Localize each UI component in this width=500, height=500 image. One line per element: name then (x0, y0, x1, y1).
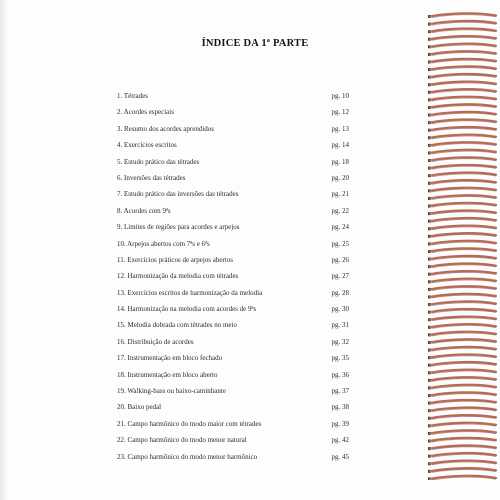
toc-entry-label: 2. Acordes especiais (117, 108, 174, 117)
toc-entry-label: 17. Instrumentação em bloco fechado (117, 354, 223, 363)
spiral-binding-icon (418, 10, 500, 480)
toc-entry-page: pg. 20 (331, 173, 349, 182)
toc-entry-label: 4. Exercícios escritos (117, 141, 177, 150)
toc-entry-label: 7. Estudo prático das inversões das tétrades (117, 190, 239, 199)
toc-entry (117, 106, 349, 122)
toc-entry-label: 15. Melodia dobrada com tétrades no meio (117, 321, 237, 330)
toc-entry-label: 12. Harmonização da melodia com tétrades (117, 272, 239, 281)
toc-entry-page: pg. 38 (331, 403, 349, 412)
toc-entry-label: 6. Inversões das tétrades (117, 173, 186, 182)
toc-entry-label: 1. Tétrades (117, 92, 148, 100)
toc-entry-page: pg. 25 (331, 239, 349, 248)
toc-entry (117, 172, 349, 188)
toc-entry (117, 434, 349, 450)
toc-entry (117, 139, 349, 155)
toc-entry (117, 221, 349, 237)
toc-entry (117, 369, 349, 385)
toc-entry-label: 14. Harmonização na melodia com acordes de 9ªs (117, 305, 257, 314)
toc-entry-label: 5. Estudo prático das tétrades (117, 157, 200, 166)
toc-entry-page: pg. 31 (331, 321, 349, 330)
toc-entry-label: 13. Exercícios escritos de harmonização da melodia (117, 288, 263, 297)
toc-entry (117, 385, 349, 401)
toc-entry (117, 205, 349, 221)
toc-entry (117, 156, 349, 172)
toc-entry-page: pg. 42 (331, 436, 349, 445)
toc-entry-page: pg. 14 (331, 141, 349, 150)
toc-entry (117, 270, 349, 286)
toc-entry-page: pg. 13 (331, 124, 349, 133)
table-of-contents (117, 90, 349, 467)
toc-entry-label: 20. Baixo pedal (117, 403, 162, 412)
toc-entry-page: pg. 28 (331, 288, 349, 297)
toc-entry-label: 3. Resumo dos acordes aprendidos (117, 124, 215, 133)
toc-entry (117, 319, 349, 335)
toc-entry-page: pg. 27 (331, 272, 349, 281)
toc-entry (117, 188, 349, 204)
toc-entry-label: 11. Exercícios práticos de arpejos abertos (117, 255, 233, 264)
toc-entry-page: pg. 37 (331, 387, 349, 396)
toc-entry-page: pg. 45 (331, 452, 349, 461)
toc-entry-page: pg. 10 (331, 92, 349, 100)
toc-entry (117, 123, 349, 139)
toc-entry-page: pg. 18 (331, 157, 349, 166)
toc-entry-page: pg. 26 (331, 255, 349, 264)
toc-entry (117, 336, 349, 352)
toc-entry (117, 238, 349, 254)
toc-entry-label: 18. Instrumentação em bloco aberto (117, 370, 218, 379)
toc-entry (117, 254, 349, 270)
toc-entry (117, 401, 349, 417)
toc-entry (117, 451, 349, 467)
toc-entry-page: pg. 30 (331, 305, 349, 314)
toc-entry-page: pg. 21 (331, 190, 349, 199)
toc-entry-label: 21. Campo harmônico do modo maior com tétrades (117, 419, 262, 428)
toc-entry-page: pg. 39 (331, 419, 349, 428)
toc-entry-page: pg. 24 (331, 223, 349, 232)
toc-entry (117, 287, 349, 303)
toc-entry (117, 303, 349, 319)
toc-entry-label: 8. Acordes com 9ªs (117, 206, 171, 215)
toc-entry-page: pg. 35 (331, 354, 349, 363)
toc-entry-label: 22. Campo harmônico do modo menor natural (117, 436, 247, 445)
toc-entry-page: pg. 12 (331, 108, 349, 117)
toc-entry (117, 90, 349, 106)
toc-entry-label: 23. Campo harmônico do modo menor harmônico (117, 452, 258, 461)
toc-entry-page: pg. 32 (331, 337, 349, 346)
toc-entry-label: 9. Limites de regiões para acordes e arpejos (117, 223, 240, 232)
toc-entry-page: pg. 22 (331, 206, 349, 215)
toc-entry-label: 10. Arpejos abertos com 7ªs e 6ªs (117, 239, 210, 248)
page-title: ÍNDICE DA 1ª PARTE (201, 38, 309, 49)
toc-entry (117, 418, 349, 434)
page-edge-shadow (0, 0, 8, 500)
toc-entry-label: 19. Walking-bass ou baixo-caminhante (117, 387, 226, 396)
toc-entry-page: pg. 36 (331, 370, 349, 379)
toc-entry (117, 352, 349, 368)
toc-entry-label: 16. Distribuição de acordes (117, 337, 194, 346)
